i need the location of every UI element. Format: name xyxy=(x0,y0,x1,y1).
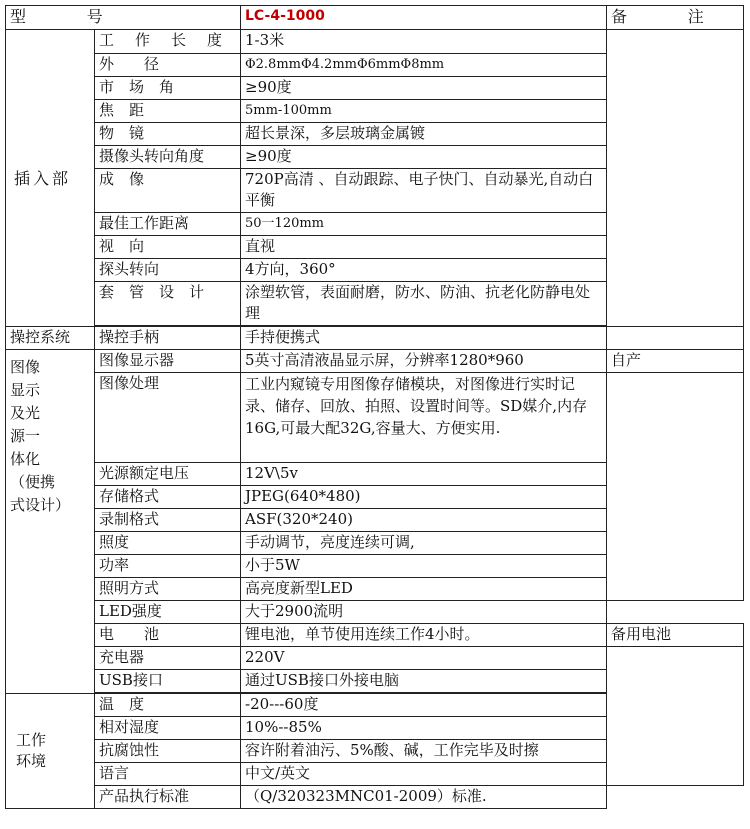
param-value: 手动调节，亮度连续可调, xyxy=(241,532,607,555)
param-value: （Q/320323MNC01-2009）标准. xyxy=(241,786,607,809)
param-label: 图像显示器 xyxy=(95,350,241,373)
param-value: 5英寸高清液晶显示屏，分辨率1280*960 xyxy=(241,350,607,373)
param-label: 温 度 xyxy=(95,694,241,717)
param-value: 涂塑软管，表面耐磨，防水、防油、抗老化防静电处理 xyxy=(241,282,607,326)
model-label: 型 号 xyxy=(6,6,241,30)
remark-self-made: 自产 xyxy=(607,350,744,373)
param-value: 高亮度新型LED xyxy=(241,578,607,601)
param-label: 物 镜 xyxy=(95,123,241,146)
param-value: 5mm-100mm xyxy=(241,100,607,123)
remark-cell xyxy=(607,373,744,601)
param-label: 光源额定电压 xyxy=(95,463,241,486)
model-value: LC-4-1000 xyxy=(241,6,607,30)
param-value: 4方向，360° xyxy=(241,259,607,282)
section-insert: 插入部 xyxy=(6,30,95,327)
remark-cell xyxy=(607,327,744,350)
param-label: 焦 距 xyxy=(95,100,241,123)
param-label: 套 管 设 计 xyxy=(95,282,241,326)
param-value: 直视 xyxy=(241,236,607,259)
param-label: 录制格式 xyxy=(95,509,241,532)
param-value: 12V\5v xyxy=(241,463,607,486)
param-value: 通过USB接口外接电脑 xyxy=(241,670,607,693)
param-value: 中文/英文 xyxy=(241,763,607,786)
spec-table xyxy=(5,5,744,809)
param-label: 工 作 长 度 xyxy=(95,30,241,54)
param-value: 720P高清 、自动跟踪、电子快门、自动暴光,自动白平衡 xyxy=(241,169,607,213)
param-label: 外 径 xyxy=(95,54,241,77)
param-value: Φ2.8mmΦ4.2mmΦ6mmΦ8mm xyxy=(241,54,607,77)
remark-cell xyxy=(607,30,744,327)
param-label: LED强度 xyxy=(95,601,241,624)
param-label: 视 向 xyxy=(95,236,241,259)
param-value: JPEG(640*480) xyxy=(241,486,607,509)
param-value: -20---60度 xyxy=(241,694,607,717)
param-label: 操控手柄 xyxy=(95,327,241,350)
param-value: 50一120mm xyxy=(241,213,607,236)
section-env: 工作 环境 xyxy=(6,694,95,809)
param-value: ≥90度 xyxy=(241,77,607,100)
param-label: 相对湿度 xyxy=(95,717,241,740)
param-label: 产品执行标准 xyxy=(95,786,241,809)
param-label: USB接口 xyxy=(95,670,241,693)
remark-label: 备 注 xyxy=(607,6,744,30)
param-label: 探头转向 xyxy=(95,259,241,282)
param-label: 抗腐蚀性 xyxy=(95,740,241,763)
param-label: 语言 xyxy=(95,763,241,786)
param-label: 存储格式 xyxy=(95,486,241,509)
param-value: 10%--85% xyxy=(241,717,607,740)
param-label: 充电器 xyxy=(95,647,241,670)
header-row xyxy=(6,6,744,30)
param-label: 功率 xyxy=(95,555,241,578)
param-value: 大于2900流明 xyxy=(241,601,607,624)
param-value: 220V xyxy=(241,647,607,670)
param-value: 锂电池，单节使用连续工作4小时。 xyxy=(241,624,607,647)
param-value: 工业内窥镜专用图像存储模块，对图像进行实时记录、储存、回放、拍照、设置时间等。SD媒介,内存16G,可最大配32G,容量大、方便实用. xyxy=(241,373,607,463)
param-label: 电 池 xyxy=(95,624,241,647)
param-label: 照明方式 xyxy=(95,578,241,601)
param-value: 小于5W xyxy=(241,555,607,578)
param-value: ASF(320*240) xyxy=(241,509,607,532)
param-value: 容许附着油污、5%酸、碱，工作完毕及时擦 xyxy=(241,740,607,763)
remark-cell xyxy=(607,647,744,786)
param-value: ≥90度 xyxy=(241,146,607,169)
param-label: 图像处理 xyxy=(95,373,241,463)
param-value: 1-3米 xyxy=(241,30,607,54)
section-display: 图像 显示 及光 源一 体化 （便携 式设计） xyxy=(6,350,95,694)
param-label: 摄像头转向角度 xyxy=(95,146,241,169)
param-value: 超长景深，多层玻璃金属镀 xyxy=(241,123,607,146)
param-label: 最佳工作距离 xyxy=(95,213,241,236)
param-label: 市 场 角 xyxy=(95,77,241,100)
remark-backup-battery: 备用电池 xyxy=(607,624,744,647)
param-value: 手持便携式 xyxy=(241,327,607,350)
section-control: 操控系统 xyxy=(6,327,95,350)
param-label: 成 像 xyxy=(95,169,241,213)
param-label: 照度 xyxy=(95,532,241,555)
